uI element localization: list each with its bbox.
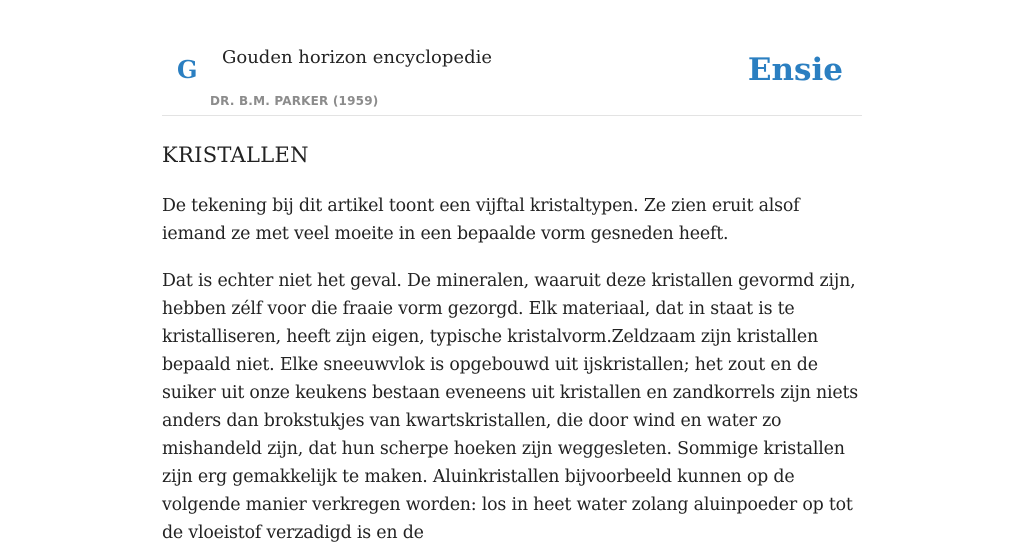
article-title: KRISTALLEN	[162, 143, 309, 167]
ensie-logo-link[interactable]: Ensie	[747, 52, 843, 88]
book-title[interactable]: Gouden horizon encyclopedie	[222, 47, 492, 68]
book-logo: G	[177, 55, 198, 84]
article-paragraph: Dat is echter niet het geval. De mineralen, waaruit deze kristallen gevormd zijn, hebben zélf voor die fraaie vorm gezorgd. Elk materiaal, dat in staat is te kristalliseren, heeft zijn eigen, typische kristalvorm.Zeldzaam zijn kristallen bepaald niet. Elke sneeuwvlok is opgebouwd uit ijskristallen; het zout en de suiker uit onze keukens bestaan eveneens uit kristallen en zandkorrels zijn niets anders dan brokstukjes van kwartskristallen, die door wind en water zo mishandeld zijn, dat hun scherpe hoeken zijn weggesleten. Sommige kristallen zijn erg gemakkelijk te maken. Aluinkristallen bijvoorbeeld kunnen op de volgende manier verkregen worden: los in heet water zolang aluinpoeder op tot de vloeistof verzadigd is en de	[162, 271, 859, 543]
article-paragraph: De tekening bij dit artikel toont een vijftal kristaltypen. Ze zien eruit alsof iemand ze met veel moeite in een bepaalde vorm gesneden heeft.	[162, 196, 800, 244]
article	[162, 140, 862, 547]
book-author: DR. B.M. PARKER (1959)	[210, 94, 379, 108]
book-header	[162, 36, 862, 116]
